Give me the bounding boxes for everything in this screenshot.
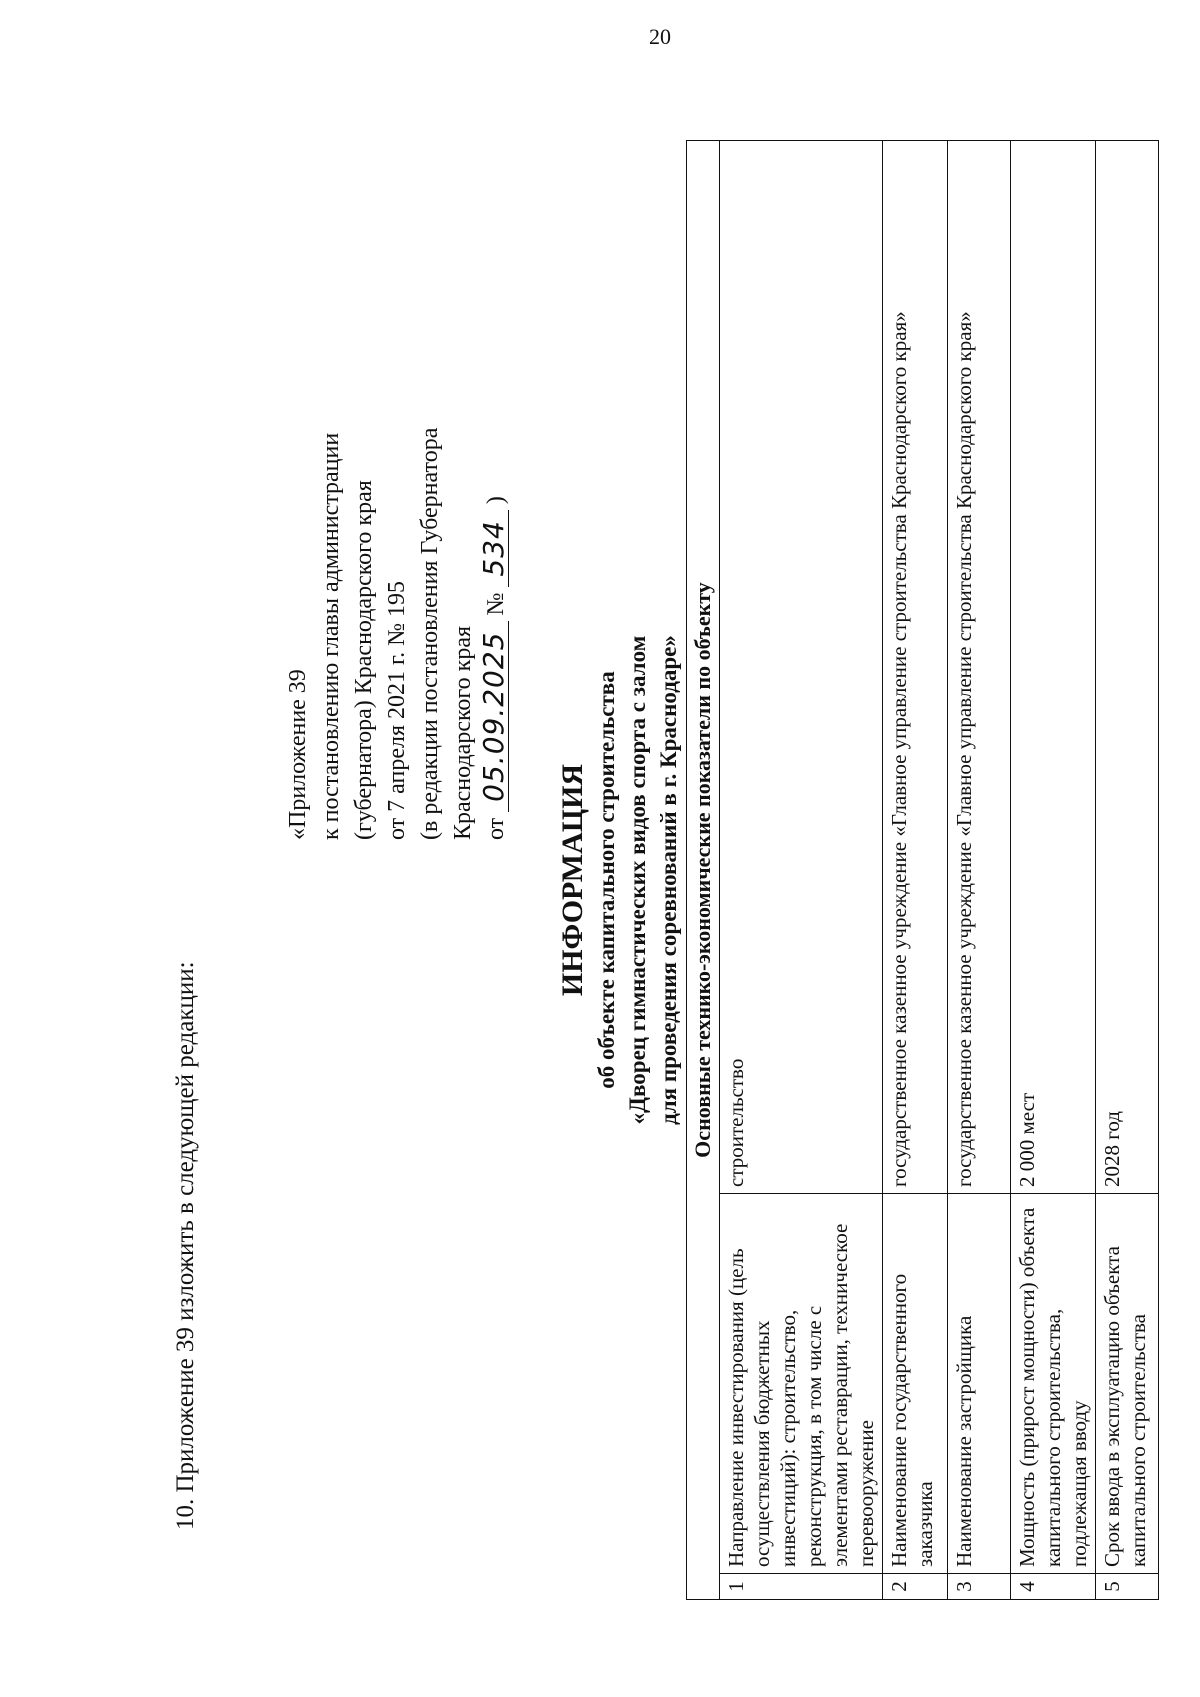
title-line-3: «Дворец гимнастических видов спорта с залом: [625, 635, 650, 1125]
row-value: 2 000 мест: [1011, 141, 1096, 1194]
table-section-header-row: [687, 141, 720, 1600]
approval-block: [282, 120, 513, 840]
row-number: 3: [948, 1574, 1011, 1600]
title-line-4: для проведения соревнований в г. Краснодаре»: [656, 635, 681, 1125]
row-label: Срок ввода в эксплуатацию объекта капитального строительства: [1096, 1194, 1159, 1574]
approval-line-1: «Приложение 39: [285, 669, 311, 840]
approval-line-2: к постановлению главы администрации: [318, 432, 344, 840]
table-row: [1011, 141, 1096, 1600]
title-line-2: об объекте капитального строительства: [594, 671, 619, 1089]
number-prefix: №: [483, 592, 509, 616]
row-number: 1: [720, 1574, 883, 1600]
approval-line-6: Краснодарского края: [450, 625, 476, 840]
closing-paren: ): [483, 496, 509, 505]
approval-line-5: (в редакции постановления Губернатора: [417, 427, 443, 840]
page-number: 20: [649, 24, 671, 49]
table-row: [948, 141, 1011, 1600]
indicators-table: [686, 140, 1159, 1600]
handwritten-date: 05.09.2025: [480, 622, 509, 812]
approval-date-line: [477, 120, 513, 840]
row-value: 2028 год: [1096, 141, 1159, 1194]
row-label: Наименование застройщика: [948, 1194, 1011, 1574]
date-prefix: от: [483, 817, 509, 840]
row-label: Направление инвестирования (цель осуществления бюджетных инвестиций): строительство, реконструкция, в том числе с элементами реставрации, техническое перевооружение: [720, 1194, 883, 1574]
rotated-content: [100, 100, 1150, 1660]
intro-text: 10. Приложение 39 изложить в следующей редакции:: [172, 961, 199, 1530]
row-value: государственное казенное учреждение «Главное управление строительства Краснодарского края»: [948, 141, 1011, 1194]
title-main: ИНФОРМАЦИЯ: [556, 763, 589, 997]
row-label: Наименование государственного заказчика: [883, 1194, 948, 1574]
row-label: Мощность (прирост мощности) объекта капитального строительства, подлежащая вводу: [1011, 1194, 1096, 1574]
row-value: государственное казенное учреждение «Главное управление строительства Краснодарского края»: [883, 141, 948, 1194]
handwritten-number: 534: [480, 510, 509, 586]
row-number: 5: [1096, 1574, 1159, 1600]
section-header: Основные технико-экономические показатели по объекту: [687, 141, 720, 1600]
row-number: 2: [883, 1574, 948, 1600]
approval-line-4: от 7 апреля 2021 г. № 195: [384, 580, 410, 840]
table-row: [1096, 141, 1159, 1600]
row-value: строительство: [720, 141, 883, 1194]
table-row: [720, 141, 883, 1600]
document-title: [555, 100, 684, 1660]
row-number: 4: [1011, 1574, 1096, 1600]
approval-line-3: (губернатора) Краснодарского края: [351, 480, 377, 840]
table-row: [883, 141, 948, 1600]
